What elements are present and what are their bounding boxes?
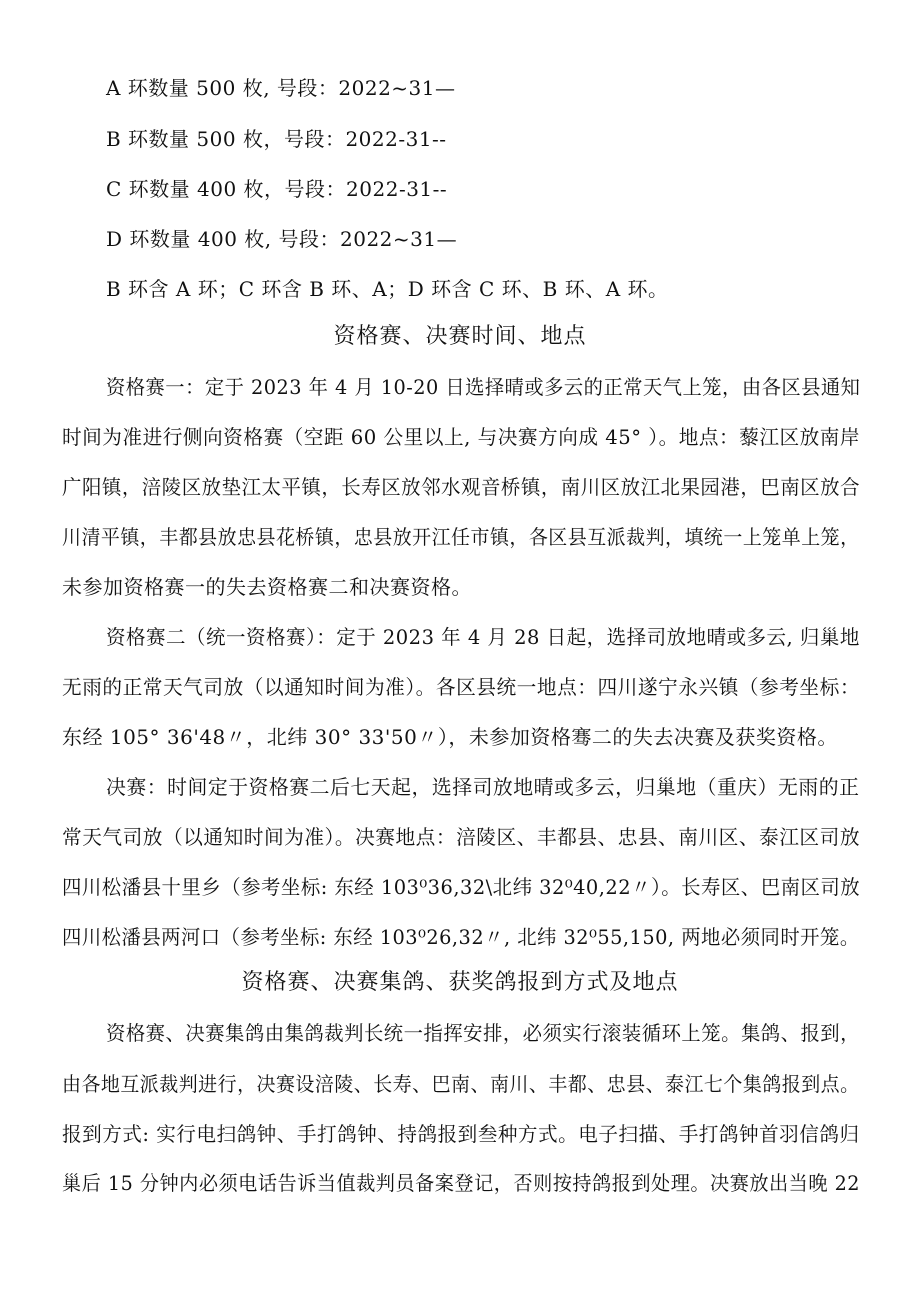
paragraph-line: 广阳镇，涪陵区放垫江太平镇，长寿区放邻水观音桥镇，南川区放江北果园港，巴南区放合 — [62, 475, 861, 499]
paragraph-line: 巢后 15 分钟内必须电话告诉当值裁判员备案登记，否则按持鸽报到处理。决赛放出当晚 22 — [62, 1171, 860, 1195]
paragraph-line: 未参加资格赛一的失去资格赛二和决赛资格。 — [62, 575, 472, 599]
paragraph-line: 决赛：时间定于资格赛二后七天起，选择司放地晴或多云，归巢地（重庆）无雨的正 — [106, 775, 860, 799]
paragraph-line: 无雨的正常天气司放（以通知时间为准）。各区县统一地点：四川遂宁永兴镇（参考坐标： — [62, 675, 861, 699]
paragraph-line: 常天气司放（以通知时间为准）。决赛地点：涪陵区、丰都县、忠县、南川区、泰江区司放 — [62, 825, 861, 849]
paragraph-line: 资格赛二（统一资格赛）：定于 2023 年 4 月 28 日起，选择司放地晴或多云, 归巢地 — [106, 625, 860, 649]
ring-line-d: D 环数量 400 枚, 号段：2022~31— — [106, 227, 458, 251]
paragraph-line: 四川松潘县十里乡（参考坐标: 东经 103⁰36,32\北纬 32⁰40,22〃）。长寿区、巴南区司放 — [62, 875, 861, 899]
paragraph-line: 时间为准进行侧向资格赛（空距 60 公里以上, 与决赛方向成 45° ）。地点：藜江区放南岸 — [62, 425, 861, 449]
ring-inclusion-note: B 环含 A 环；C 环含 B 环、A；D 环含 C 环、B 环、A 环。 — [106, 277, 669, 301]
paragraph-line: 资格赛一：定于 2023 年 4 月 10-20 日选择晴或多云的正常天气上笼，由各区县通知 — [106, 375, 861, 399]
section-heading-times-locations: 资格赛、决赛时间、地点 — [333, 324, 587, 349]
paragraph-line: 报到方式: 实行电扫鸽钟、手打鸽钟、持鸽报到叁种方式。电子扫描、手打鸽钟首羽信鸽归 — [62, 1122, 860, 1146]
paragraph-line: 川清平镇，丰都县放忠县花桥镇，忠县放开江任市镇，各区县互派裁判，填统一上笼单上笼， — [62, 525, 860, 549]
ring-line-b: B 环数量 500 枚，号段：2022-31-- — [106, 127, 447, 151]
paragraph-line: 由各地互派裁判进行，决赛设涪陵、长寿、巴南、南川、丰都、忠县、泰江七个集鸽报到点。 — [62, 1072, 860, 1096]
ring-line-a: A 环数量 500 枚, 号段：2022~31— — [106, 76, 456, 100]
paragraph-line: 资格赛、决赛集鸽由集鸽裁判长统一指挥安排，必须实行滚装循环上笼。集鸽、报到， — [106, 1021, 860, 1045]
paragraph-line: 东经 105° 36'48〃，北纬 30° 33'50〃），未参加资格骞二的失去决赛及获奖资格。 — [62, 725, 838, 749]
ring-line-c: C 环数量 400 枚，号段：2022-31-- — [106, 177, 448, 201]
paragraph-line: 四川松潘县两河口（参考坐标: 东经 103⁰26,32〃, 北纬 32⁰55,150, 两地必须同时开笼。 — [62, 925, 860, 949]
section-heading-pigeon-reporting: 资格赛、决赛集鸽、获奖鸽报到方式及地点 — [241, 970, 679, 995]
